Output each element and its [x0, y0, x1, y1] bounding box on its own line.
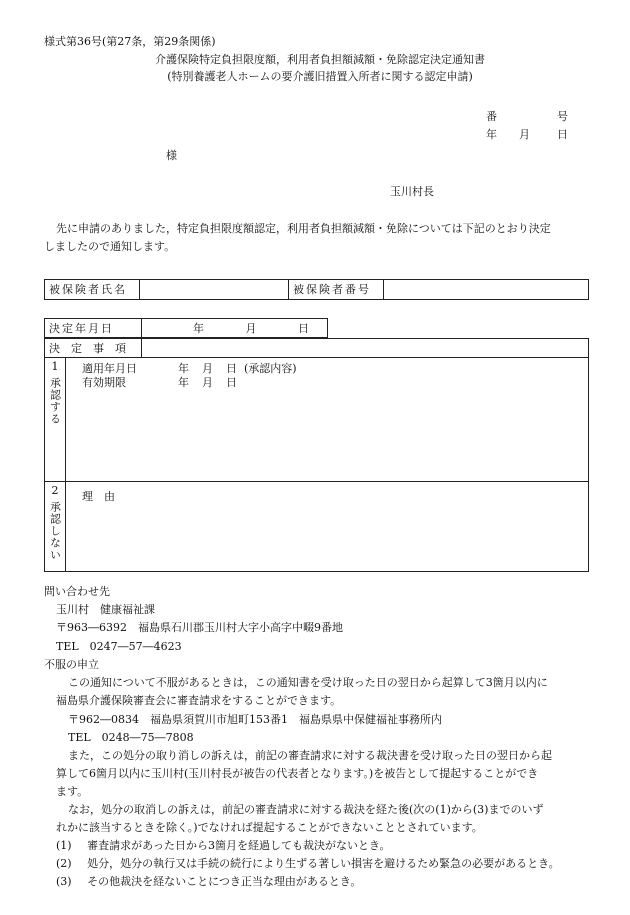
insured-name-label: 被保険者氏名 — [45, 280, 140, 300]
decision-month: 月 — [245, 321, 257, 335]
decision-year: 年 — [193, 321, 204, 335]
appeal-p1-line1: この通知について不服があるときは，この通知書を受け取った日の翌日から起算して3箇月以内に — [68, 676, 548, 689]
appeal-item-1-text: 審査請求があった日から3箇月を経過しても裁決がないとき。 — [87, 839, 391, 852]
reject-number: 2 — [51, 484, 59, 497]
form-number: 様式第36号(第27条，第29条関係) — [44, 35, 216, 48]
page-title: 介護保険特定負担限度額，利用者負担額減額・免除認定決定通知書 — [155, 53, 485, 66]
insured-table — [44, 279, 589, 300]
valid-year: 年 — [178, 376, 189, 389]
appeal-item-1 — [56, 839, 391, 853]
approve-cell-left — [45, 358, 66, 482]
decision-day: 日 — [298, 321, 309, 335]
appeal-p2-line1: また，この処分の取り消しの訴えは，前記の審査請求に対する裁決書を受け取った日の翌日から起 — [68, 749, 552, 762]
appeal-p1-line2: 福島県介護保険審査会に審査請求をすることができます。 — [56, 694, 342, 707]
valid-day: 日 — [226, 376, 237, 389]
intro-line-1: 先に申請のありました，特定負担限度額認定，利用者負担額減額・免除については下記のとおり決定 — [56, 222, 551, 235]
valid-period-label: 有効期限 — [82, 376, 126, 389]
decision-date-label: 決定年月日 — [45, 319, 142, 338]
apply-date-label: 適用年月日 — [82, 362, 137, 375]
contact-dept: 玉川村 健康福祉課 — [56, 603, 155, 616]
appeal-p2-line3: ます。 — [56, 785, 89, 798]
number-label-left: 番 — [486, 110, 497, 123]
apply-year: 年 — [178, 362, 189, 375]
issuer: 玉川村長 — [390, 185, 434, 198]
decision-date-field[interactable] — [142, 319, 328, 338]
appeal-tel: TEL 0248―75―7808 — [68, 731, 194, 744]
appeal-p2-line2: 算して6箇月以内に玉川村(玉川村長が被告の代表者となります。)を被告として提起することができ — [56, 767, 539, 780]
approve-number: 1 — [51, 360, 59, 373]
date-day: 日 — [557, 128, 568, 141]
apply-month: 月 — [202, 362, 213, 375]
insured-number-field[interactable] — [384, 280, 589, 300]
appeal-heading: 不服の申立 — [44, 658, 99, 671]
approve-note: (承認内容) — [244, 362, 297, 375]
intro-line-2: しましたので通知します。 — [44, 240, 176, 253]
decision-options-table — [44, 357, 589, 572]
addressee-suffix: 様 — [166, 149, 177, 162]
reject-cell-left — [45, 482, 66, 572]
appeal-item-2-text: 処分，処分の執行又は手続の続行により生ずる著しい損害を避けるため緊急の必要があるとき。 — [87, 857, 560, 870]
appeal-p3-line1: なお，処分の取消しの訴えは，前記の審査請求に対する裁決を経た後(次の(1)から(3)までのいず — [68, 803, 544, 816]
appeal-item-3-text: その他裁決を経ないことにつき正当な理由があるとき。 — [87, 875, 362, 888]
contact-address: 〒963―6392 福島県石川郡玉川村大字小高字中畷9番地 — [56, 621, 343, 634]
appeal-item-2 — [56, 857, 560, 871]
reason-label: 理 由 — [82, 490, 115, 503]
apply-day: 日 — [226, 362, 237, 375]
approve-content — [66, 358, 589, 482]
reject-content — [66, 482, 589, 572]
insured-number-label: 被保険者番号 — [289, 280, 384, 300]
insured-name-field[interactable] — [140, 280, 289, 300]
appeal-item-3 — [56, 875, 361, 889]
reject-label: 承認しない — [48, 501, 62, 561]
appeal-p3-line2: れかに該当するときを除く。)でなければ提起することができないこととされています。 — [56, 821, 483, 834]
date-year: 年 — [486, 128, 497, 141]
appeal-address: 〒962―0834 福島県須賀川市旭町153番1 福島県県中保健福祉事務所内 — [68, 713, 442, 726]
decision-items-label: 決 定 事 項 — [45, 339, 142, 358]
decision-items-table — [44, 338, 589, 358]
appeal-item-2-num: (2) — [56, 857, 72, 870]
page-subtitle: (特別養護老人ホームの要介護旧措置入所者に関する認定申請) — [167, 70, 473, 83]
appeal-item-3-num: (3) — [56, 875, 72, 888]
number-label-right: 号 — [557, 110, 568, 123]
approve-label: 承認する — [48, 377, 62, 425]
appeal-item-1-num: (1) — [56, 839, 72, 852]
decision-items-field — [142, 339, 589, 358]
contact-tel: TEL 0247―57―4623 — [56, 640, 182, 653]
date-month: 月 — [519, 128, 530, 141]
contact-heading: 問い合わせ先 — [44, 585, 110, 598]
valid-month: 月 — [202, 376, 213, 389]
decision-date-table — [44, 318, 328, 338]
